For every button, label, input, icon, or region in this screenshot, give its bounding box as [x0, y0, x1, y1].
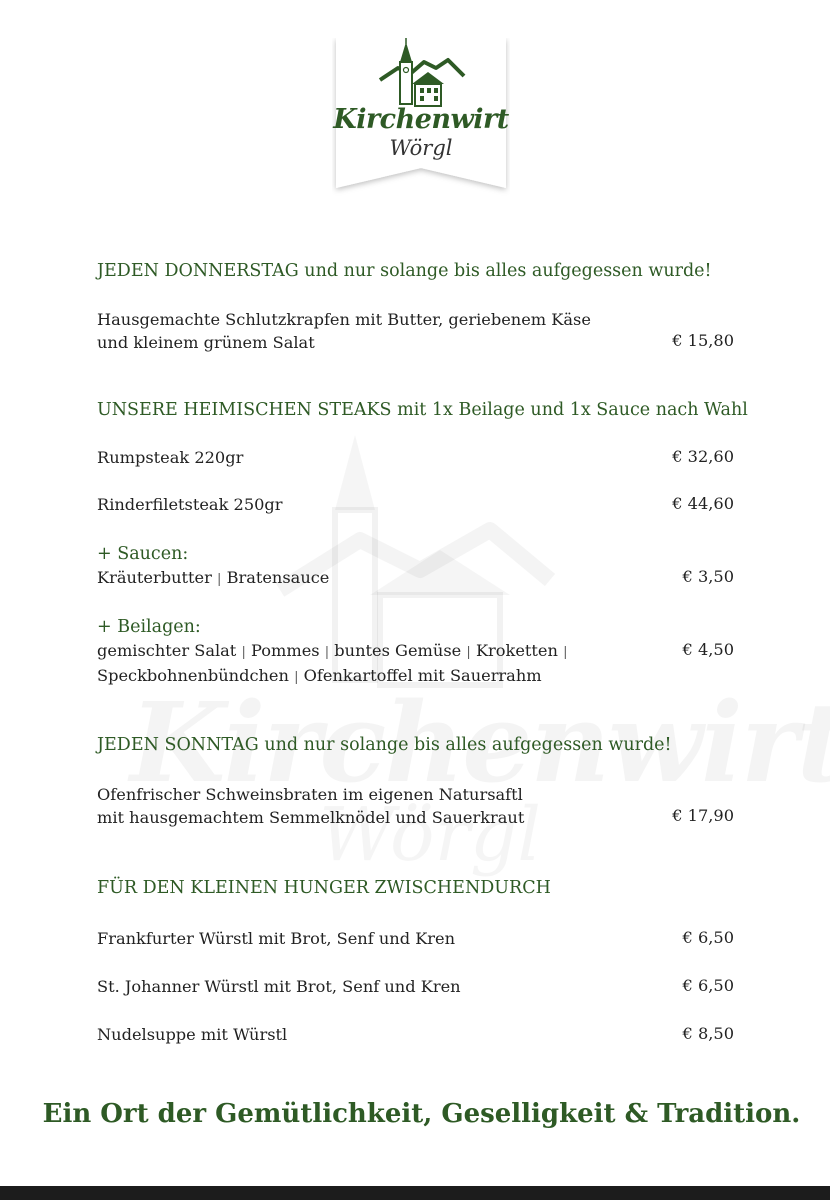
sides-list [97, 640, 567, 689]
sunday-item-line2: mit hausgemachtem Semmelknödel und Sauerkraut [97, 807, 525, 827]
separator: | [241, 645, 246, 660]
side-option: Ofenkartoffel mit Sauerrahm [303, 665, 542, 685]
side-option: Kroketten [475, 641, 558, 660]
snack-item-price: € 6,50 [682, 928, 734, 947]
sunday-price: € 17,90 [672, 806, 734, 825]
sauces-title: + Saucen: [97, 544, 189, 564]
section-title-sunday: JEDEN SONNTAG und nur solange bis alles aufgegessen wurde! [97, 735, 672, 755]
section-title-snacks: FÜR DEN KLEINEN HUNGER ZWISCHENDURCH [97, 878, 551, 898]
separator: | [217, 572, 222, 587]
sauce-option: Kräuterbutter [97, 568, 212, 587]
thursday-item [97, 309, 591, 354]
section-title-steaks: UNSERE HEIMISCHEN STEAKS mit 1x Beilage und 1x Sauce nach Wahl [97, 400, 748, 420]
sauces-price: € 3,50 [682, 567, 734, 586]
snack-item-price: € 8,50 [682, 1024, 734, 1043]
thursday-price: € 15,80 [672, 331, 734, 350]
logo-town: Wörgl [389, 136, 453, 160]
separator: | [324, 645, 330, 660]
separator: | [294, 669, 299, 685]
snack-item-name: Nudelsuppe mit Würstl [97, 1025, 288, 1044]
tagline: Ein Ort der Gemütlichkeit, Geselligkeit & Tradition. [42, 1099, 801, 1129]
rump-steak-name: Rumpsteak 220gr [97, 448, 244, 467]
side-option: Speckbohnenbündchen [97, 665, 289, 685]
sauce-option: Bratensauce [226, 568, 330, 587]
sides-price: € 4,50 [682, 640, 734, 659]
bottom-bar [0, 1186, 830, 1200]
filet-steak-price: € 44,60 [672, 494, 734, 513]
side-option: gemischter Salat [97, 641, 237, 660]
section-title-thursday: JEDEN DONNERSTAG und nur solange bis alles aufgegessen wurde! [97, 261, 712, 281]
sauces-list [97, 567, 329, 592]
separator: | [563, 645, 568, 660]
snack-item-name: St. Johanner Würstl mit Brot, Senf und Kren [97, 977, 461, 996]
sides-title: + Beilagen: [97, 617, 201, 637]
side-option: buntes Gemüse [334, 641, 462, 660]
sunday-item-line1: Ofenfrischer Schweinsbraten im eigenen Natursaftl [97, 785, 523, 804]
side-option: Pommes [251, 641, 320, 660]
filet-steak-name: Rinderfiletsteak 250gr [97, 495, 283, 514]
snack-item-price: € 6,50 [682, 976, 734, 995]
separator: | [466, 645, 471, 660]
rump-steak-price: € 32,60 [672, 447, 734, 466]
sunday-item [97, 784, 524, 829]
thursday-item-line2: und kleinem grünem Salat [97, 332, 315, 352]
thursday-item-line1: Hausgemachte Schlutzkrapfen mit Butter, geriebenem Käse [97, 310, 591, 329]
logo-name: Kirchenwirt [333, 104, 509, 135]
snack-item-name: Frankfurter Würstl mit Brot, Senf und Kren [97, 929, 456, 948]
logo-banner [332, 38, 510, 204]
church-icon [332, 38, 510, 108]
